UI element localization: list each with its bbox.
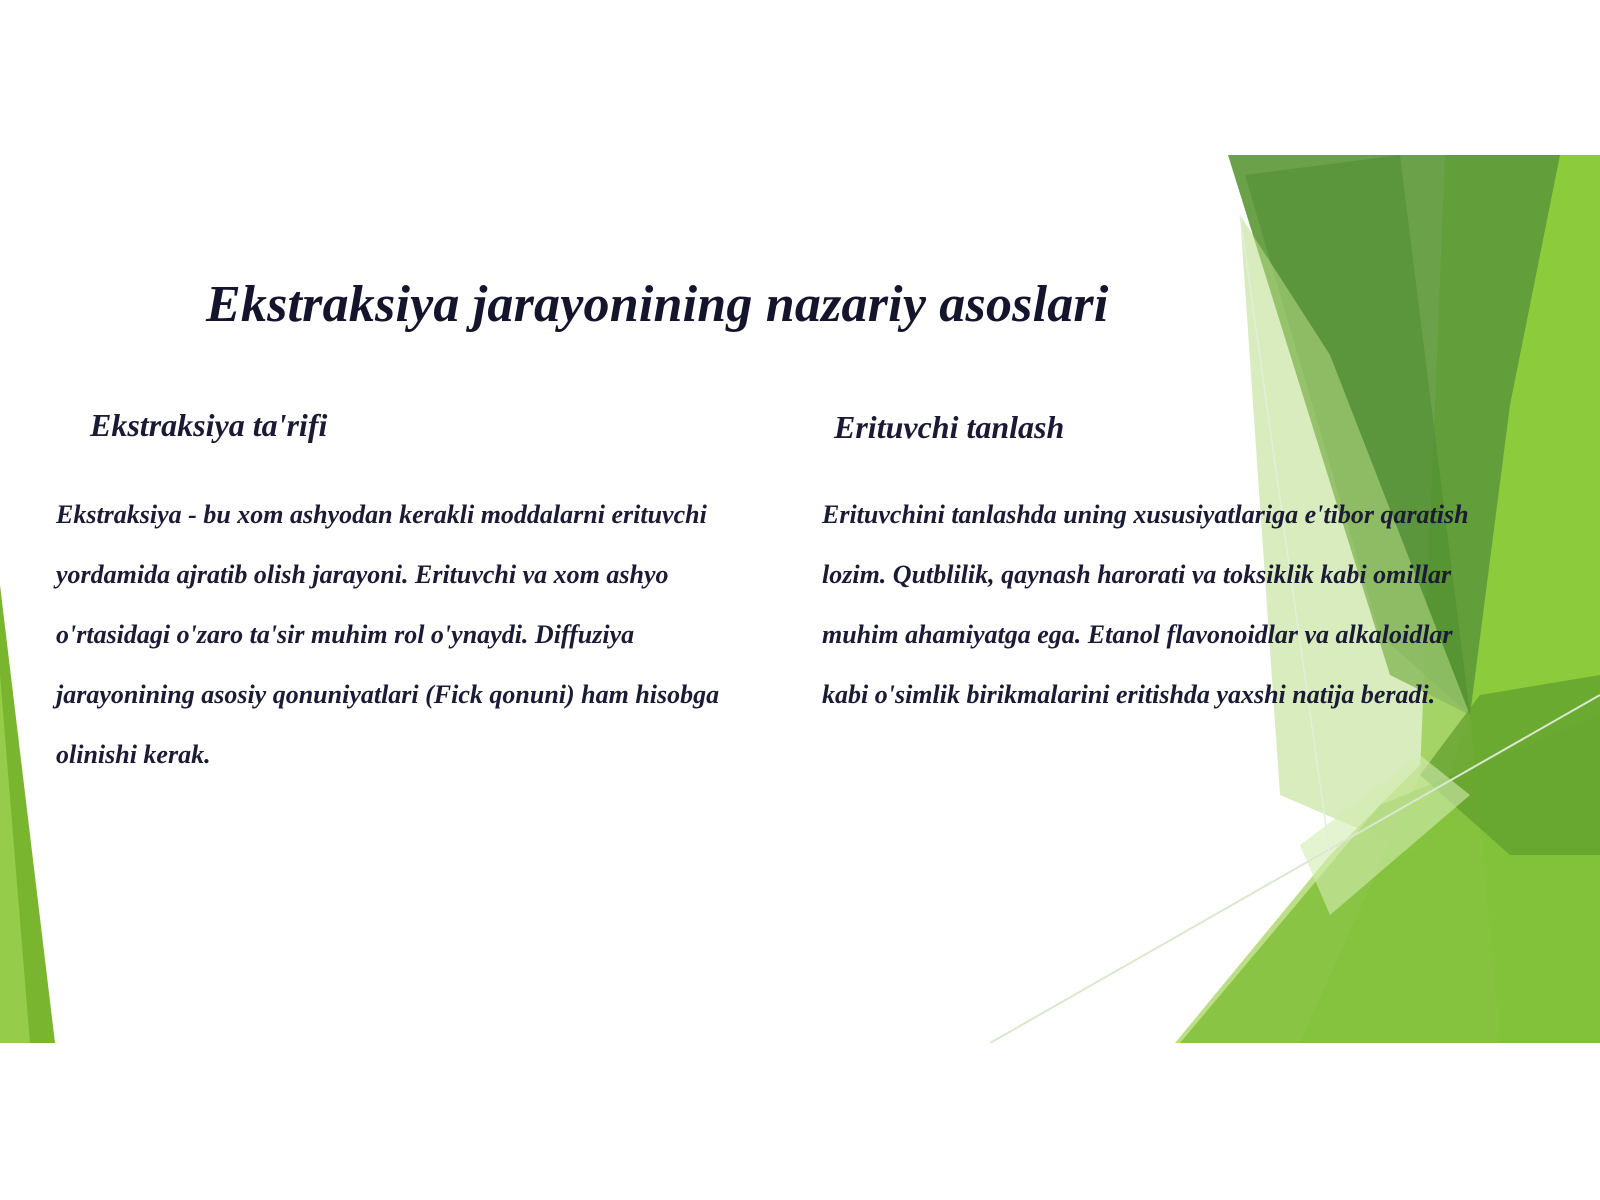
slide-title: Ekstraksiya jarayonining nazariy asoslari bbox=[206, 276, 1109, 333]
right-column-body: Erituvchini tanlashda uning xususiyatlariga e'tibor qaratish lozim. Qutblilik, qaynash harorati va toksiklik kabi omillar muhim ahamiyatga ega. Etanol flavonoidlar va alkaloidlar kabi o'simlik birikmalarini eritishda yaxshi natija beradi. bbox=[822, 500, 1469, 709]
right-column-heading: Erituvchi tanlash bbox=[834, 409, 1065, 445]
left-column-heading: Ekstraksiya ta'rifi bbox=[90, 407, 328, 443]
slide bbox=[0, 155, 1600, 1043]
left-column-body: Ekstraksiya - bu xom ashyodan kerakli moddalarni erituvchi yordamida ajratib olish jarayoni. Erituvchi va xom ashyo o'rtasidagi o'zaro ta'sir muhim rol o'ynaydi. Diffuziya jarayonining asosiy qonuniyatlari (Fick qonuni) ham hisobga olinishi kerak. bbox=[56, 500, 720, 769]
